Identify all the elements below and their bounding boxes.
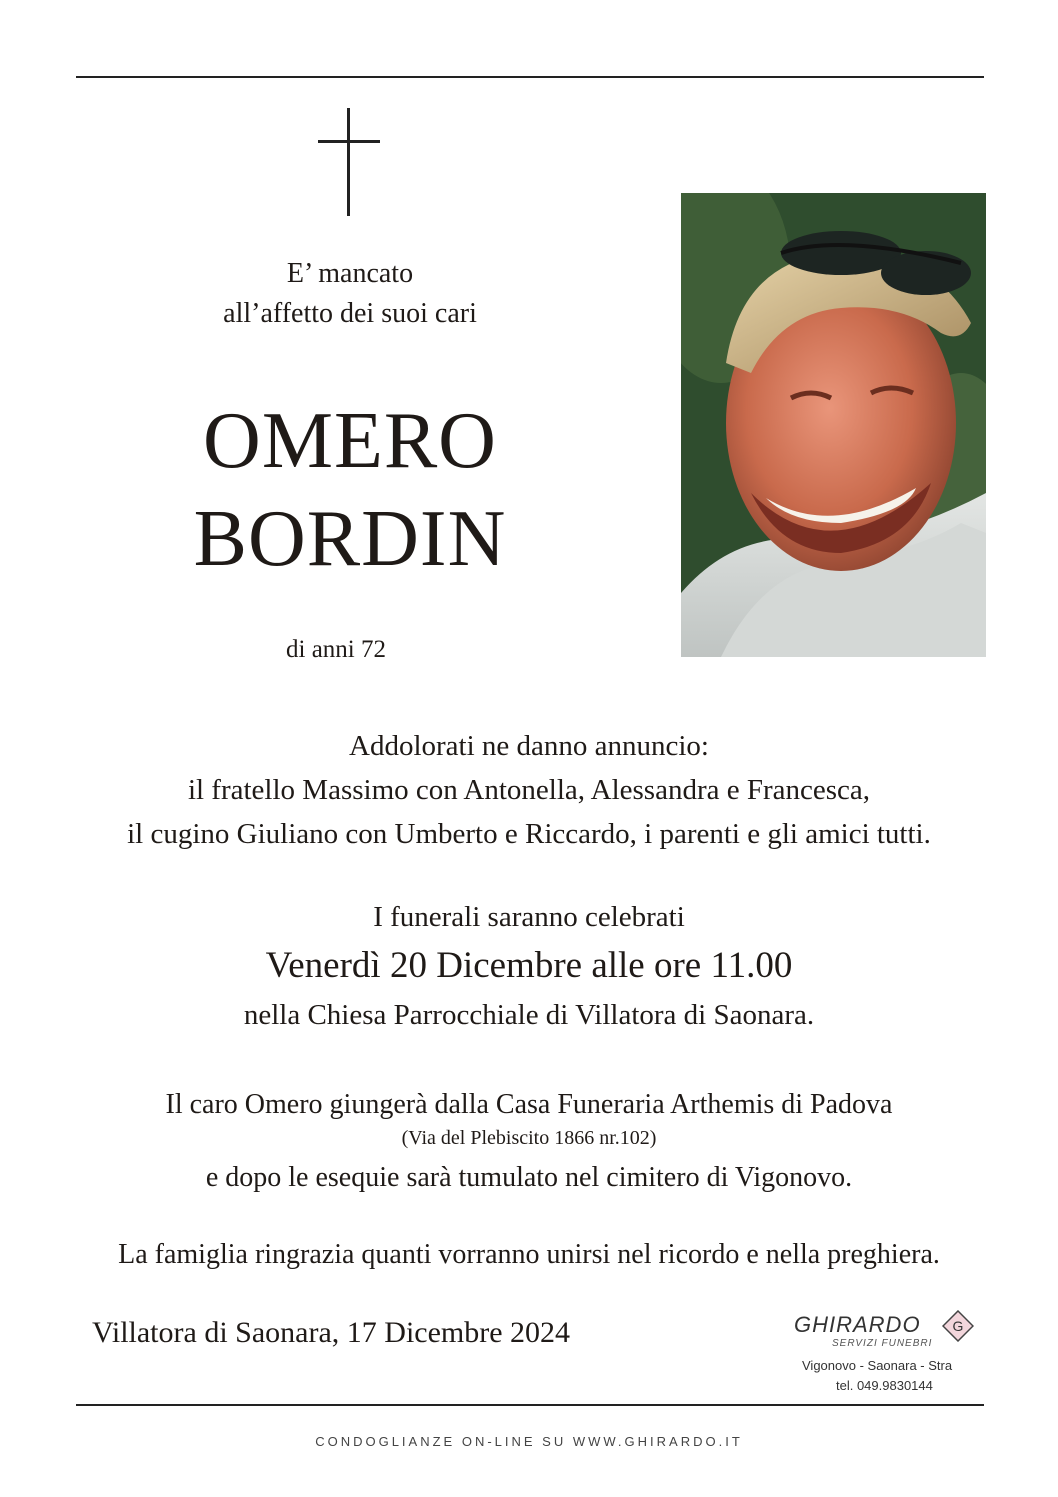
last-name: BORDIN [193,495,507,583]
first-name: OMERO [203,397,497,485]
funeral-home-logo [790,1306,990,1396]
cross-icon [318,108,380,216]
arrival-line-2: e dopo le esequie sarà tumulato nel cimitero di Vigonovo. [205,1162,853,1193]
logo-towns: Vigonovo - Saonara - Stra [802,1358,953,1373]
announcement-line-2: il fratello Massimo con Antonella, Alessandra e Francesca, [187,774,871,806]
portrait-photo [681,193,986,657]
bottom-rule [76,1404,984,1406]
announcement-line-1: Addolorati ne danno annuncio: [349,730,709,762]
deceased-name [150,392,550,588]
place-date: Villatora di Saonara, 17 Dicembre 2024 [92,1316,571,1349]
age-text: di anni 72 [286,636,386,663]
logo-diamond-icon [942,1310,974,1342]
logo-name: GHIRARDO [794,1312,921,1337]
logo-tel: tel. 049.9830144 [836,1378,933,1393]
intro-line-2: all’affetto dei suoi cari [223,298,477,329]
logo-subtitle: SERVIZI FUNEBRI [832,1338,933,1349]
top-rule [76,76,984,78]
logo-letter: G [952,1318,964,1334]
arrival-address: (Via del Plebiscito 1866 nr.102) [401,1127,657,1149]
funeral-date: Venerdì 20 Dicembre alle ore 11.00 [265,945,793,986]
thanks-text: La famiglia ringrazia quanti vorranno unirsi nel ricordo e nella preghiera. [118,1239,940,1270]
announcement [0,724,1058,856]
arrival-line-1: Il caro Omero giungerà dalla Casa Funeraria Arthemis di Padova [165,1089,893,1120]
intro-text [150,254,550,334]
intro-line-1: E’ mancato [286,258,414,289]
funeral-intro: I funerali saranno celebrati [373,901,685,933]
footer-condolences: CONDOGLIANZE ON-LINE SU WWW.GHIRARDO.IT [315,1434,743,1449]
funeral-place: nella Chiesa Parrocchiale di Villatora di Saonara. [243,999,815,1031]
announcement-line-3: il cugino Giuliano con Umberto e Riccardo, i parenti e gli amici tutti. [127,818,931,850]
